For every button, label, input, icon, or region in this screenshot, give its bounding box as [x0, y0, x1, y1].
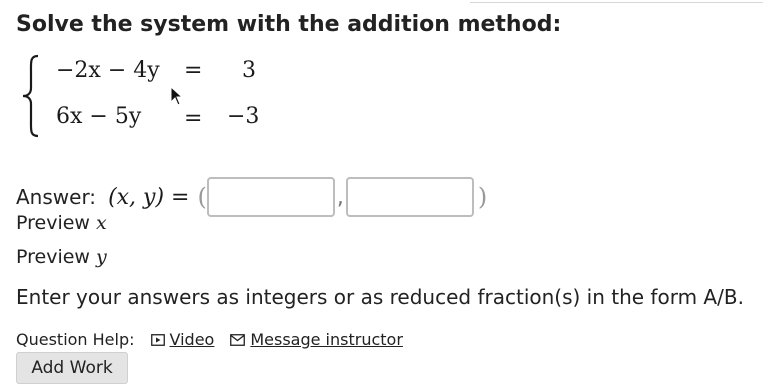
video-icon [151, 334, 165, 346]
close-paren: ) [477, 183, 488, 211]
y-answer-input[interactable] [346, 177, 474, 217]
message-instructor-link[interactable] [230, 330, 403, 349]
top-divider [470, 2, 763, 3]
message-instructor-label: Message instructor [250, 330, 403, 349]
equation-1-lhs: −2x − 4y [56, 58, 160, 83]
preview-x-var: x [95, 212, 107, 234]
equation-2-lhs: 6x − 5y [56, 104, 142, 129]
add-work-button[interactable]: Add Work [16, 352, 128, 384]
preview-x-row [16, 212, 107, 234]
equation-2-rhs: −3 [227, 104, 260, 129]
x-answer-input[interactable] [207, 177, 335, 217]
mail-icon [230, 334, 245, 346]
answer-expression: (x, y) = [108, 184, 190, 210]
question-help-label: Question Help: [16, 330, 135, 349]
system-brace [20, 52, 42, 140]
equation-1-equals: = [184, 58, 203, 83]
answer-label: Answer: [16, 185, 97, 209]
preview-y-row [16, 246, 107, 268]
answer-instruction: Enter your answers as integers or as reduced fraction(s) in the form A/B. [16, 285, 744, 309]
question-help [16, 330, 419, 349]
question-prompt: Solve the system with the addition method: [16, 12, 562, 37]
open-paren: ( [197, 183, 207, 211]
preview-x-label: Preview [16, 212, 90, 234]
equation-2-equals: = [184, 106, 203, 131]
video-link-label: Video [169, 330, 215, 349]
video-link[interactable] [151, 330, 215, 349]
equation-system [20, 52, 320, 140]
answer-comma: , [336, 184, 344, 210]
preview-y-label: Preview [16, 246, 90, 268]
preview-y-var: y [95, 246, 107, 268]
mouse-cursor-icon [170, 86, 184, 106]
equation-1-rhs: 3 [242, 58, 256, 83]
